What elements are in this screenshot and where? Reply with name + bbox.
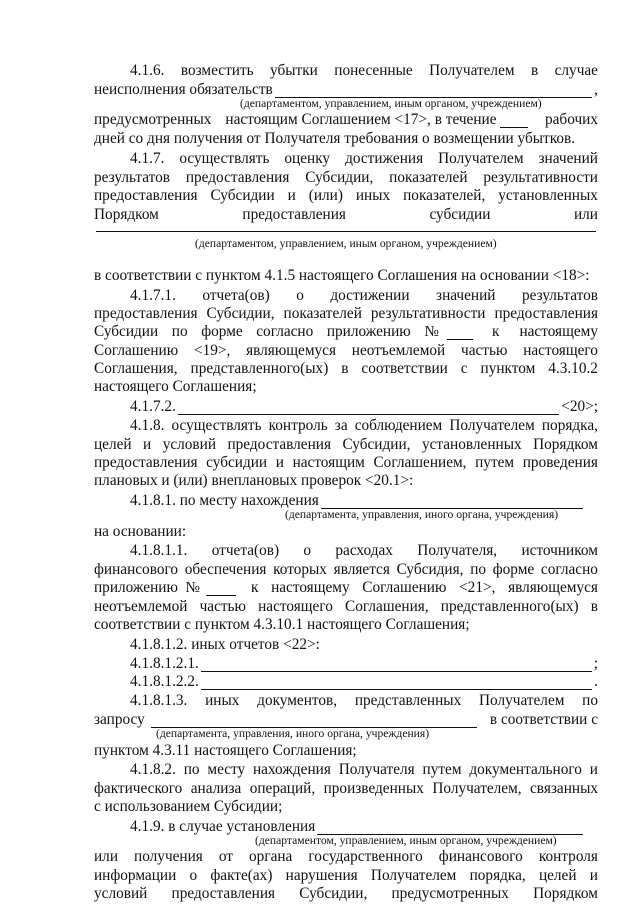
word: которых — [273, 561, 327, 578]
caption: (департаментом, управлением, иным органом, учреждением) — [195, 237, 497, 250]
word: оценку — [284, 150, 331, 167]
word: являющемуся — [246, 342, 336, 359]
word: в — [341, 360, 349, 377]
word: предоставления — [171, 885, 276, 902]
word: о — [303, 542, 312, 559]
caption: (департамента, управления, иного органа, учреждения) — [156, 727, 430, 740]
word: по — [171, 323, 188, 340]
p418-line-4: плановых и (или) внеплановых проверок <20.1>: — [94, 472, 414, 489]
word: настоящего — [523, 342, 598, 359]
word: фактического — [94, 780, 183, 797]
p419-line-3 — [94, 867, 598, 884]
word: соблюдением — [354, 417, 443, 434]
word: Получателем — [449, 417, 535, 434]
p417-line-1 — [130, 150, 598, 167]
word: проведения — [522, 454, 598, 471]
p41811-line-4 — [94, 598, 598, 615]
word: предусмотренных — [391, 885, 509, 902]
word: условий — [94, 885, 148, 902]
p41813-line-3: пунктом 4.3.11 настоящего Соглашения; — [94, 742, 357, 759]
word: являющемуся — [508, 579, 598, 596]
word: представленных — [354, 692, 462, 709]
word: № — [185, 579, 200, 596]
p41813-line-2: запросу в соответствии с — [94, 711, 598, 728]
word: Субсидии — [94, 323, 159, 340]
p4171-line-5 — [94, 360, 598, 377]
word: и — [143, 436, 152, 453]
word: возместить — [180, 62, 254, 79]
word: контроль — [268, 417, 328, 434]
word: является — [333, 561, 390, 578]
p419-line-4 — [94, 885, 598, 902]
word: случае — [554, 62, 598, 79]
word: предоставления — [242, 206, 346, 223]
p41811-line-3 — [94, 579, 598, 596]
word: месту — [207, 761, 246, 778]
p4182-line-1 — [130, 761, 598, 778]
word: результатов — [94, 169, 170, 186]
word: 4.1.8.2. — [130, 761, 176, 778]
word: Субсидия, — [396, 561, 464, 578]
word: пунктом — [480, 360, 536, 377]
word: или — [94, 848, 119, 865]
caption: (департамента, управления, иного органа, учреждения) — [285, 508, 559, 521]
word: установленных — [421, 436, 522, 453]
word: Получателем — [370, 867, 457, 884]
word: Получателя — [338, 761, 415, 778]
word: органа — [249, 848, 293, 865]
word: целей — [538, 867, 577, 884]
word: государственного — [308, 848, 423, 865]
word: Соглашением, — [373, 454, 467, 471]
word: за — [334, 417, 348, 434]
word: в — [530, 62, 539, 79]
word: информации — [94, 867, 177, 884]
word: Получателем, — [432, 780, 522, 797]
word: осуществлять — [179, 150, 270, 167]
word: Порядком — [94, 206, 159, 223]
word: Получателя, — [417, 542, 498, 559]
word: Субсидии, — [299, 885, 368, 902]
word: и — [589, 761, 598, 778]
word: представленного(ых) — [440, 598, 579, 615]
word: неотъемлемой — [94, 598, 188, 615]
word: предоставления — [94, 454, 198, 471]
word: 4.1.7. — [130, 150, 165, 167]
word: финансового — [438, 848, 523, 865]
word: <21>, — [459, 579, 496, 596]
p417-line-6: в соответствии с пунктом 4.1.5 настоящего Соглашения на основании <18>: — [94, 267, 590, 284]
word: показателей — [389, 169, 468, 186]
word: форме — [492, 561, 535, 578]
p418-line-2 — [94, 436, 598, 453]
word: 4.1.8.1.3. — [130, 692, 188, 709]
word: Субсидии, — [305, 169, 374, 186]
word: нахождения — [253, 761, 331, 778]
word: Получателем — [438, 150, 524, 167]
p4171-line-1 — [130, 287, 598, 304]
word: от — [218, 848, 233, 865]
word: согласно — [540, 561, 598, 578]
p4171-line-6: настоящего Соглашения; — [94, 378, 257, 395]
word: порядка, — [469, 867, 526, 884]
word: документов, — [257, 692, 338, 709]
caption: (департаментом, управлением, иным органом, учреждением) — [240, 97, 542, 110]
word: значений — [538, 150, 598, 167]
word: условий — [162, 436, 217, 453]
p4181-line-2: на основании: — [94, 523, 187, 540]
word: в — [590, 598, 598, 615]
word: 4.1.6. — [130, 62, 165, 79]
word: настоящему — [271, 579, 350, 596]
word: настоящим — [292, 454, 365, 471]
word: установленных — [498, 187, 598, 204]
p4171-line-4 — [94, 342, 598, 359]
blank-field — [206, 583, 236, 596]
word: соответствии — [361, 360, 448, 377]
word: форме — [201, 323, 243, 340]
word: 4.3.10.2 — [548, 360, 598, 377]
word: 4.1.7.1. — [130, 287, 176, 304]
word: частью — [199, 598, 246, 615]
word: отчета(ов) — [202, 287, 270, 304]
word: предоставления — [185, 169, 290, 186]
word: приложению — [94, 579, 178, 596]
word: Соглашения, — [345, 598, 429, 615]
p416-line-1 — [130, 62, 598, 79]
word: Порядком — [533, 885, 598, 902]
word: и — [589, 867, 598, 884]
p4171-line-3 — [94, 323, 598, 340]
word: осуществлять — [171, 417, 262, 434]
word: показателей — [283, 305, 362, 322]
word: отчета(ов) — [211, 542, 280, 559]
word: достижении — [330, 287, 410, 304]
p416-text: неисполнения обязательств — [94, 81, 273, 98]
word: Субсидии, — [206, 305, 275, 322]
word: Соглашению — [94, 342, 179, 359]
word: о — [296, 287, 304, 304]
caption: (департаментом, управлением, иным органом, учреждением) — [255, 834, 557, 847]
word: убытки — [270, 62, 318, 79]
blank-field — [96, 219, 596, 232]
word: факте(ах) — [210, 867, 273, 884]
word: предоставления — [94, 305, 198, 322]
word: порядка, — [541, 417, 598, 434]
word: по — [470, 561, 487, 578]
blank-field — [178, 402, 559, 415]
word: иных — [355, 187, 391, 204]
word: значений — [436, 287, 496, 304]
p419-line-1: 4.1.9. в случае установления — [130, 818, 585, 835]
word: и — [287, 187, 296, 204]
word: 4.1.8. — [130, 417, 165, 434]
word: представленного(ых) — [190, 360, 329, 377]
p418-line-1 — [130, 417, 598, 434]
word: настоящему — [519, 323, 598, 340]
p4181-line-1: 4.1.8.1. по месту нахождения — [130, 492, 585, 509]
p41812-item-1: 4.1.8.1.2.1. ; — [130, 655, 598, 672]
word: получения — [134, 848, 203, 865]
word: расходах — [335, 542, 393, 559]
word: результативности — [483, 169, 598, 186]
p416-line-4: дней со дня получения от Получателя требования о возмещении убытков. — [94, 130, 576, 147]
word: о — [189, 867, 198, 884]
word: (или) — [308, 187, 343, 204]
p416-line-3: предусмотренных настоящим Соглашением <17>, в течение рабочих — [94, 111, 598, 128]
word: обеспечения — [184, 561, 267, 578]
word: показателей, — [403, 187, 486, 204]
word: Субсидии, — [342, 436, 411, 453]
word: предоставления — [494, 305, 598, 322]
word: или — [573, 206, 598, 223]
p41812-item-2: 4.1.8.1.2.2. . — [130, 673, 598, 690]
word: по — [582, 692, 598, 709]
word: иных — [205, 692, 240, 709]
word: 4.1.8.1.1. — [130, 542, 188, 559]
word: Получателем — [429, 62, 515, 79]
word: к — [251, 579, 259, 596]
p416-line-2: неисполнения обязательств , — [94, 81, 598, 98]
word: субсидии — [206, 454, 268, 471]
word: и — [275, 454, 284, 471]
word: целей — [94, 436, 132, 453]
word: Соглашению — [362, 579, 447, 596]
word: по — [183, 761, 200, 778]
p4182-line-3: с использованием Субсидии; — [94, 798, 283, 815]
word: документального — [469, 761, 582, 778]
word: достижения — [345, 150, 424, 167]
word: нарушения — [285, 867, 358, 884]
word: настоящего — [258, 598, 333, 615]
p41812-line-1: 4.1.8.1.2. иных отчетов <22>: — [130, 636, 320, 653]
blank-field — [201, 659, 592, 672]
word: связанных — [530, 780, 598, 797]
p417-blank-line — [94, 219, 598, 232]
word: к — [492, 323, 500, 340]
p4182-line-2 — [94, 780, 598, 797]
word: путем — [475, 454, 515, 471]
word: <19>, — [193, 342, 231, 359]
word: источником — [521, 542, 598, 559]
p417-line-3 — [94, 187, 598, 204]
word: финансового — [94, 561, 179, 578]
word: Субсидии — [210, 187, 275, 204]
p41813-line-1 — [130, 692, 598, 709]
p4171-line-2 — [94, 305, 598, 322]
word: № — [424, 323, 439, 340]
blank-field — [500, 115, 528, 128]
word: частью — [461, 342, 508, 359]
word: операций, — [249, 780, 316, 797]
p41811-line-1 — [130, 542, 598, 559]
blank-field — [201, 677, 592, 690]
word: согласно — [256, 323, 314, 340]
word: результатов — [521, 287, 598, 304]
p4172-line: 4.1.7.2. <20>; — [130, 398, 598, 415]
word: Соглашения, — [94, 360, 178, 377]
p418-line-3 — [94, 454, 598, 471]
word: путем — [422, 761, 462, 778]
word: произведенных — [323, 780, 424, 797]
word: понесенные — [334, 62, 413, 79]
p419-line-2 — [94, 848, 598, 865]
p41811-line-5: соответствии с пунктом 4.3.10.1 настоящего Соглашения; — [94, 616, 470, 633]
p41811-line-2 — [94, 561, 598, 578]
word: приложению — [326, 323, 411, 340]
word: Получателем — [478, 692, 565, 709]
word: с — [460, 360, 468, 377]
word: субсидии — [429, 206, 491, 223]
blank-field — [447, 327, 473, 340]
word: Порядком — [533, 436, 598, 453]
word: анализа — [190, 780, 242, 797]
word: предоставления — [227, 436, 332, 453]
word: результативности — [370, 305, 486, 322]
word: предоставления — [94, 187, 198, 204]
p417-line-2 — [94, 169, 598, 186]
word: контроля — [538, 848, 598, 865]
word: неотъемлемой — [351, 342, 446, 359]
